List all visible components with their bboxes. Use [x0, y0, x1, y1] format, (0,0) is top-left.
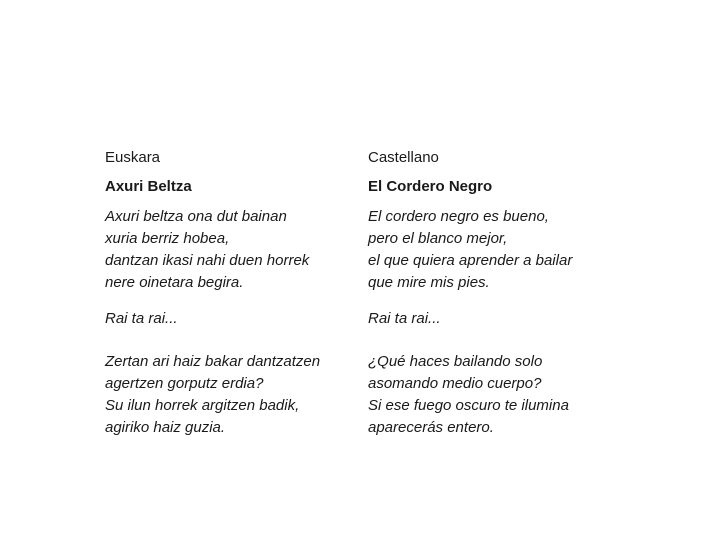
verse-line: aparecerás entero. — [368, 419, 494, 436]
euskara-stanza-1 — [105, 206, 355, 294]
verse-line: Rai ta rai... — [368, 310, 441, 327]
castellano-column — [368, 148, 618, 439]
verse-line: agiriko haiz guzia. — [105, 419, 226, 436]
verse-line: Su ilun horrek argitzen badik, — [105, 397, 300, 414]
verse-line: pero el blanco mejor, — [368, 230, 508, 247]
castellano-refrain — [368, 308, 618, 330]
verse-line: que mire mis pies. — [368, 274, 490, 291]
euskara-language-heading: Euskara — [105, 149, 161, 166]
verse-line: Axuri beltza ona dut bainan — [105, 208, 287, 225]
castellano-stanza-3 — [368, 351, 618, 439]
euskara-column — [105, 148, 355, 439]
verse-line: xuria berriz hobea, — [105, 230, 230, 247]
castellano-stanza-1 — [368, 206, 618, 294]
verse-line: Zertan ari haiz bakar dantzatzen — [105, 353, 321, 370]
verse-line: agertzen gorputz erdia? — [105, 375, 264, 392]
verse-line: dantzan ikasi nahi duen horrek — [105, 252, 310, 269]
castellano-language-heading: Castellano — [368, 149, 439, 166]
verse-line: ¿Qué haces bailando solo — [368, 353, 543, 370]
verse-line: El cordero negro es bueno, — [368, 208, 549, 225]
euskara-refrain — [105, 308, 355, 330]
castellano-song-title: El Cordero Negro — [368, 178, 493, 195]
verse-line: nere oinetara begira. — [105, 274, 244, 291]
verse-line: Si ese fuego oscuro te ilumina — [368, 397, 569, 414]
verse-line: asomando medio cuerpo? — [368, 375, 542, 392]
euskara-song-title: Axuri Beltza — [105, 178, 192, 195]
verse-line: Rai ta rai... — [105, 310, 178, 327]
verse-line: el que quiera aprender a bailar — [368, 252, 573, 269]
euskara-stanza-3 — [105, 351, 355, 439]
